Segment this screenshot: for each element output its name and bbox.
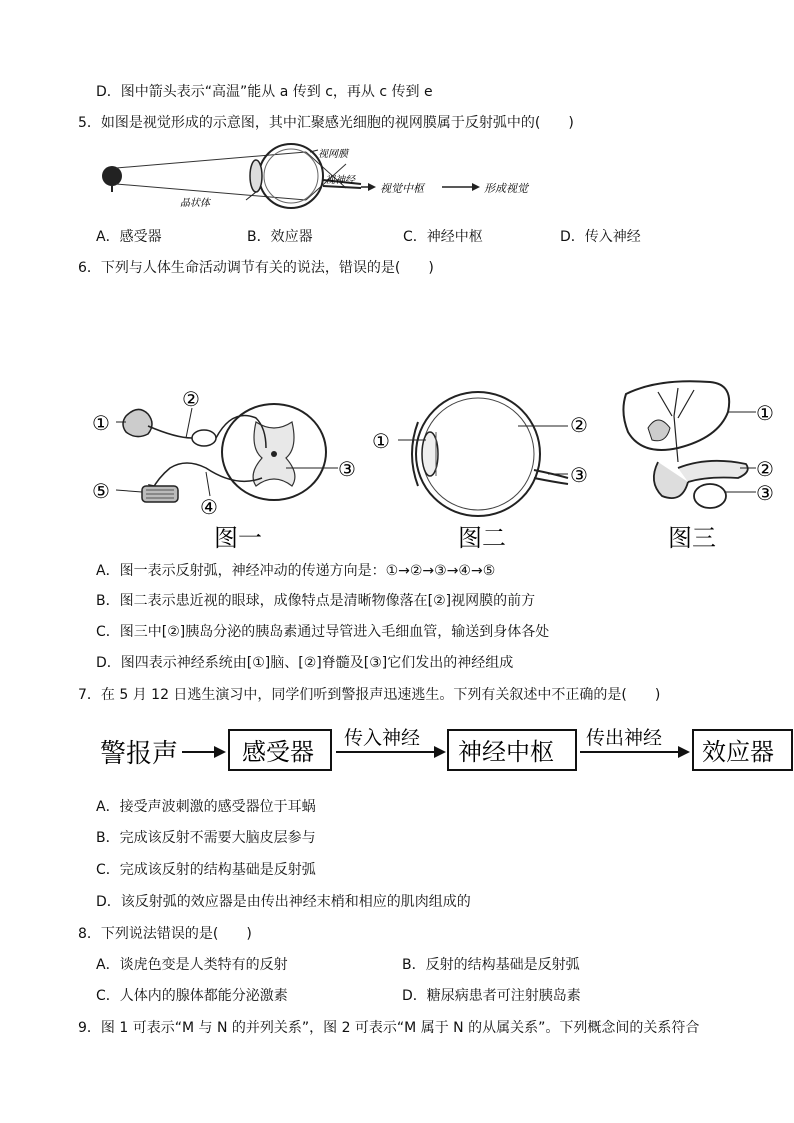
q5-stem: 5．如图是视觉形成的示意图，其中汇聚感光细胞的视网膜属于反射弧中的( ) (78, 115, 574, 131)
q8-option-a: A．谈虎色变是人类特有的反射 (96, 957, 288, 973)
fig1-caption: 图一 (214, 524, 262, 552)
q8-option-d: D．糖尿病患者可注射胰岛素 (402, 988, 581, 1004)
fig2-mark-3: ③ (570, 463, 588, 487)
fig3-caption: 图三 (668, 524, 716, 552)
fig3-mark-1: ① (756, 401, 774, 425)
q7-option-d: D．该反射弧的效应器是由传出神经末梢和相应的肌肉组成的 (96, 894, 471, 910)
q6-option-a: A．图一表示反射弧，神经冲动的传递方向是：①→②→③→④→⑤ (96, 563, 496, 579)
flow-arrow1-label: 传入神经 (344, 727, 421, 749)
lens-icon (250, 160, 262, 192)
fig3-mark-2: ② (756, 457, 774, 481)
q7-option-c: C．完成该反射的结构基础是反射弧 (96, 862, 316, 878)
object-icon (102, 166, 122, 186)
fig1-mark-2: ② (182, 387, 200, 411)
flow-start: 警报声 (100, 739, 179, 769)
q5-vision-diagram (96, 138, 556, 218)
fig1-mark-3: ③ (338, 457, 356, 481)
label-retina: 视网膜 (318, 149, 348, 160)
q6-option-b: B．图二表示患近视的眼球，成像特点是清晰物像落在[②]视网膜的前方 (96, 593, 536, 609)
label-visual-center: 视觉中枢 (380, 182, 424, 195)
q6-figure-3-liver-pancreas (618, 372, 794, 554)
q7-option-a: A．接受声波刺激的感受器位于耳蜗 (96, 799, 316, 815)
q6-option-c: C．图三中[②]胰岛分泌的胰岛素通过导管进入毛细血管，输送到身体各处 (96, 624, 550, 640)
label-optic-nerve: 视神经 (325, 175, 355, 186)
q7-stem: 7．在 5 月 12 日逃生演习中，同学们听到警报声迅速逃生。下列有关叙述中不正确的是( ) (78, 687, 661, 703)
q5-option-d: D．传入神经 (560, 229, 641, 245)
q6-figure-2-eyeball (368, 378, 602, 554)
label-form-vision: 形成视觉 (484, 182, 528, 195)
fig1-mark-4: ④ (200, 495, 218, 519)
flow-box2: 神经中枢 (458, 738, 554, 766)
q4-option-d: D．图中箭头表示“高温”能从 a 传到 c，再从 c 传到 e (96, 84, 433, 100)
q6-stem: 6．下列与人体生命活动调节有关的说法，错误的是( ) (78, 260, 434, 276)
fig2-mark-2: ② (570, 413, 588, 437)
label-lens: 晶状体 (180, 198, 210, 209)
q8-stem: 8．下列说法错误的是( ) (78, 926, 252, 942)
flow-box3: 效应器 (702, 738, 774, 766)
fig2-mark-1: ① (372, 429, 390, 453)
flow-arrow2-label: 传出神经 (586, 727, 663, 749)
fig1-mark-1: ① (92, 411, 110, 435)
q7-option-b: B．完成该反射不需要大脑皮层参与 (96, 830, 316, 846)
q6-option-d: D．图四表示神经系统由[①]脑、[②]脊髓及[③]它们发出的神经组成 (96, 655, 514, 671)
q5-option-b: B．效应器 (247, 229, 313, 245)
fig3-mark-3: ③ (756, 481, 774, 505)
q8-option-b: B．反射的结构基础是反射弧 (402, 957, 580, 973)
q9-stem: 9．图 1 可表示“M 与 N 的并列关系”，图 2 可表示“M 属于 N 的从属关系”。下列概念间的关系符合 (78, 1020, 700, 1036)
fig2-caption: 图二 (458, 524, 506, 552)
q7-reflex-flow-diagram (96, 718, 794, 780)
q8-option-c: C．人体内的腺体都能分泌激素 (96, 988, 288, 1004)
flow-box1: 感受器 (242, 738, 314, 766)
q6-figure-1-reflex-arc (86, 378, 376, 554)
q5-option-c: C．神经中枢 (403, 229, 483, 245)
q5-option-a: A．感受器 (96, 229, 162, 245)
fig1-mark-5: ⑤ (92, 479, 110, 503)
